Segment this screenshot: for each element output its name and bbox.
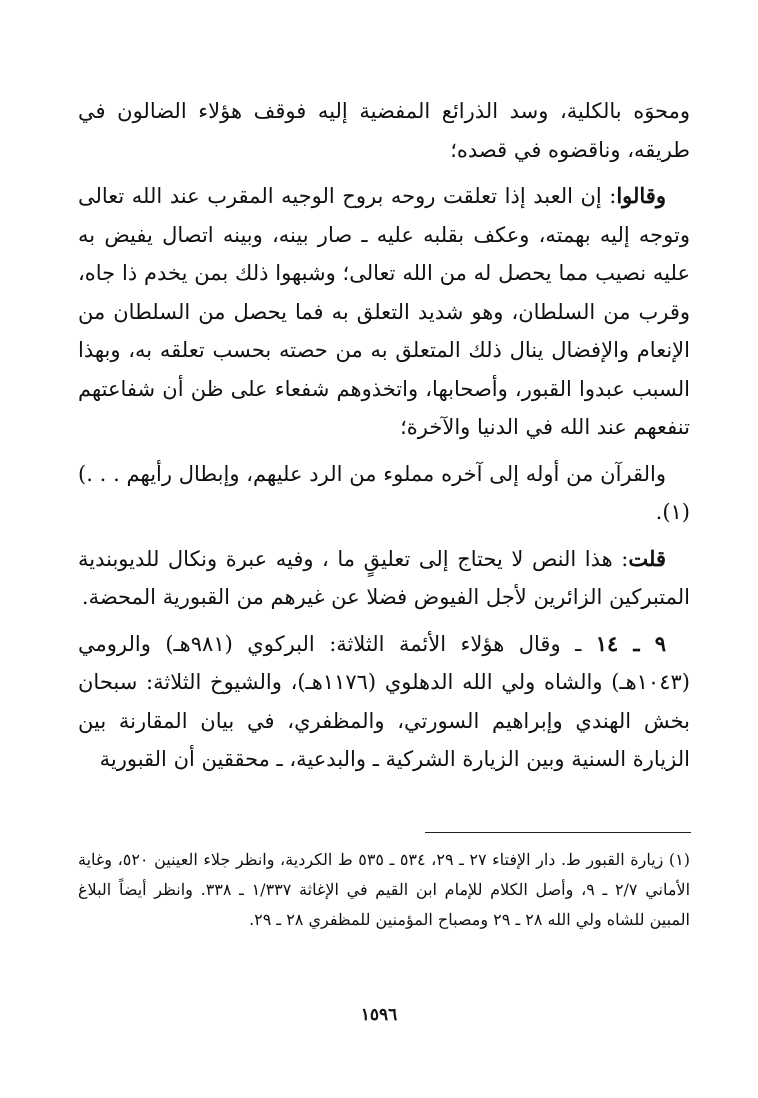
paragraph-3 xyxy=(78,455,690,532)
paragraph-5 xyxy=(78,625,690,779)
page-body xyxy=(78,92,690,787)
paragraph-2-text: : إن العبد إذا تعلقت روحه بروح الوجيه المقرب عند الله تعالى وتوجه إليه بهمته، وعكف بقلبه عليه ـ صار بينه، وبينه اتصال يفيض به عليه نصيب مما يحصل له من الله تعالى؛ وشبهوا ذلك بمن يخدم ذا جاه، وقرب من السلطان، وهو شديد التعلق به فما يحصل من السلطان من الإنعام والإفضال ينال ذلك المتعلق به من حصته بحسب تعلقه به، وبهذا السبب عبدوا القبور، وأصحابها، واتخذوهم شفعاء على ظن أن شفاعتهم تنفعهم عند الله في الدنيا والآخرة؛ xyxy=(78,184,690,439)
footnote-separator xyxy=(425,832,691,833)
paragraph-4 xyxy=(78,540,690,617)
paragraph-2-lead: وقالوا xyxy=(616,183,666,208)
paragraph-5-lead: ٩ ـ ١٤ xyxy=(595,630,666,656)
paragraph-5-text: ـ وقال هؤلاء الأئمة الثلاثة: البركوي (٩٨١هـ) والرومي (١٠٤٣هـ) والشاه ولي الله الدهلوي (١١٧٦هـ)، والشيوخ الثلاثة: سبحان بخش الهندي وإبراهيم السورتي، والمظفري، في بيان المقارنة بين الزيارة السنية وبين الزيارة الشركية ـ والبدعية، ـ محققين أن القبورية xyxy=(78,631,690,771)
paragraph-3-text: والقرآن من أوله إلى آخره مملوء من الرد عليهم، وإبطال رأيهم . . .)(١). xyxy=(78,461,690,524)
paragraph-1 xyxy=(78,92,690,169)
paragraph-4-text: : هذا النص لا يحتاج إلى تعليقٍ ما ، وفيه عبرة ونكال للديوبندية المتبركين الزائرين لأجل الفيوض فضلا عن غيرهم من القبورية المحضة. xyxy=(78,546,690,609)
paragraph-1-text: ومحوَه بالكلية، وسد الذرائع المفضية إليه فوقف هؤلاء الضالون في طريقه، وناقضوه في قصده؛ xyxy=(78,99,690,162)
paragraph-4-lead: قلت xyxy=(628,545,666,571)
page-number: ١٥٩٦ xyxy=(360,1005,398,1025)
footnote: (١) زيارة القبور ط. دار الإفتاء ٢٧ ـ ٢٩، ٥٣٤ ـ ٥٣٥ ط الكردية، وانظر جلاء العينين ٥٢٠، وغاية الأماني ٢/٧ ـ ٩، وأصل الكلام للإمام ابن القيم في الإغاثة ١/٣٣٧ ـ ٣٣٨. وانظر أيضاً البلاغ المبين للشاه ولي الله ٢٨ ـ ٢٩ ومصباح المؤمنين للمظفري ٢٨ ـ ٢٩. xyxy=(78,850,691,929)
paragraph-2 xyxy=(78,177,690,447)
